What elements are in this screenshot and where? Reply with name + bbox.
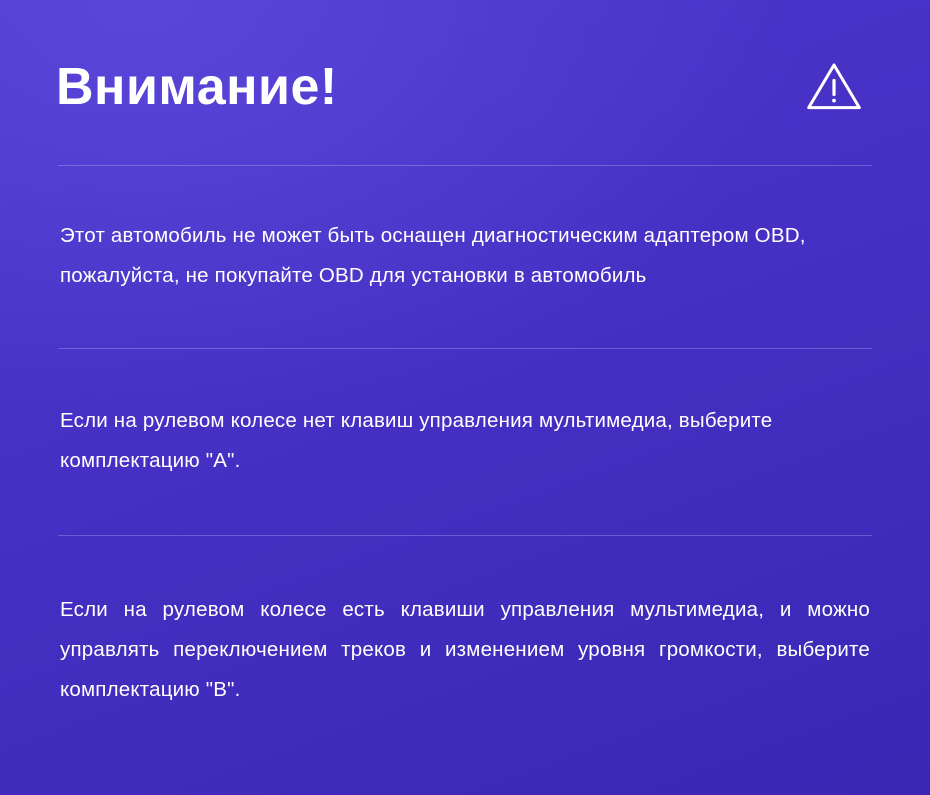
notice-trim-a-text: Если на рулевом колесе нет клавиш управления мультимедиа, выберите комплектацию "A". — [60, 408, 773, 472]
warning-triangle-icon — [804, 57, 864, 117]
notice-trim-b — [56, 536, 874, 750]
notice-trim-a — [56, 349, 874, 535]
notice-obd — [56, 166, 874, 348]
notice-trim-b-text: Если на рулевом колесе есть клавиши управления мультимедиа, и можно управлять переключением треков и изменением уровня громкости, выберите комплектацию "B". — [60, 597, 870, 701]
page-header — [56, 0, 874, 165]
notice-obd-text: Этот автомобиль не может быть оснащен диагностическим адаптером OBD, пожалуйста, не покупайте OBD для установки в автомобиль — [60, 224, 806, 287]
page-title: Внимание! — [56, 57, 338, 116]
